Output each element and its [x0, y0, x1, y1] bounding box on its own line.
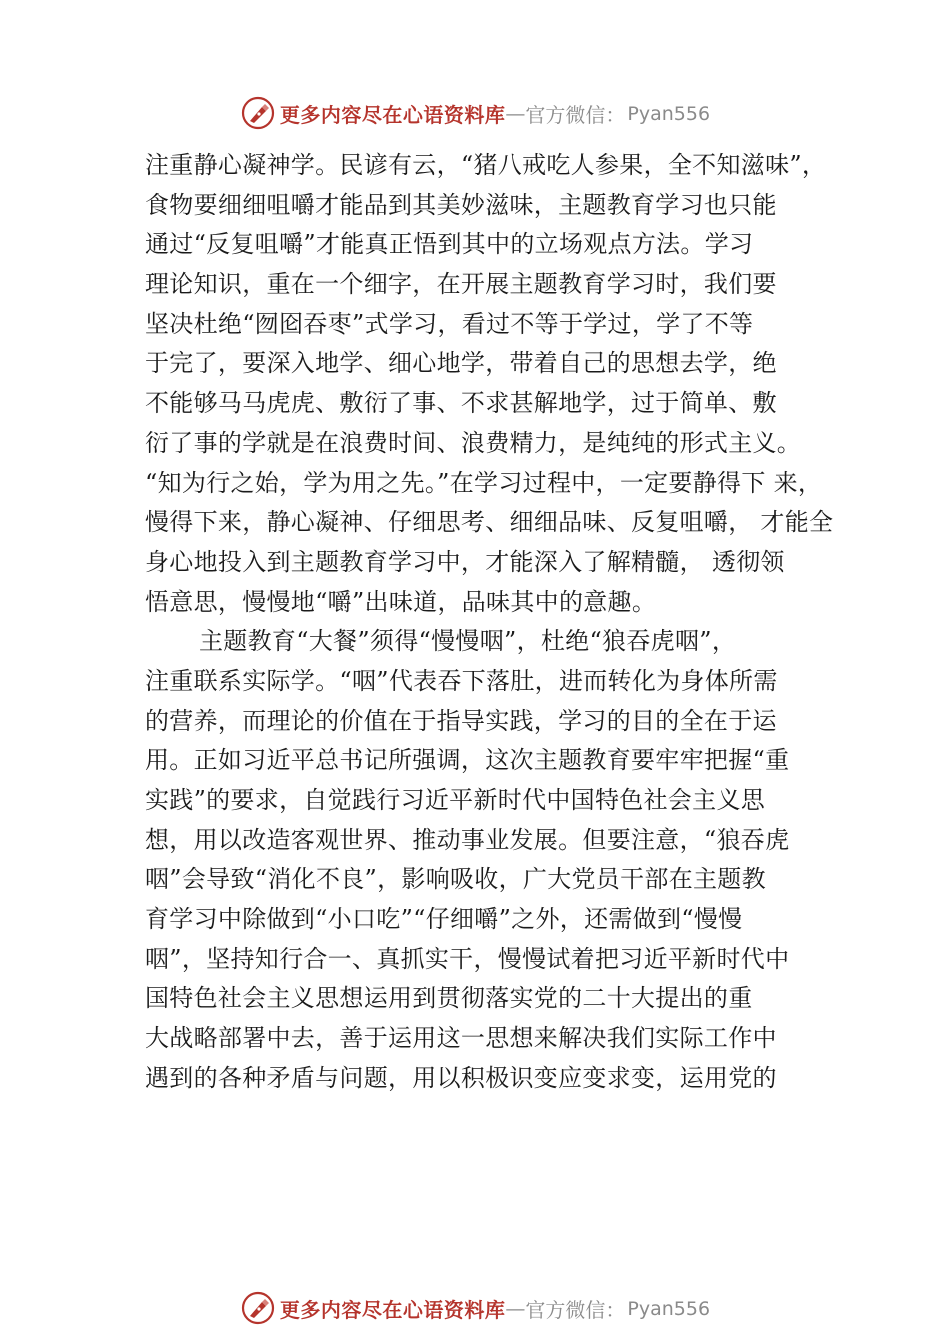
text-line: 实践”的要求，自觉践行习近平新时代中国特色社会主义思: [145, 786, 766, 814]
pen-nib-logo-icon: [240, 1290, 276, 1326]
text-line: 食物要细细咀嚼才能品到其美妙滋味，主题教育学习也只能: [145, 190, 777, 219]
text-line: 国特色社会主义思想运用到贯彻落实党的二十大提出的重: [145, 984, 753, 1013]
text-line: 衍了事的学就是在浪费时间、浪费精力，是纯纯的形式主义。: [145, 428, 802, 457]
text-line: 通过“反复咀嚼”才能真正悟到其中的立场观点方法。学习: [145, 230, 754, 259]
wechat-label: 官方微信：: [525, 102, 626, 127]
library-name: 更多内容尽在心语资料库: [279, 102, 506, 127]
text-line: 悟意思，慢慢地“嚼”出味道，品味其中的意趣。: [145, 587, 657, 616]
document-body: [145, 146, 845, 1099]
wechat-label: 官方微信：: [525, 1297, 626, 1322]
banner-dash: —: [505, 1296, 526, 1320]
text-line: 育学习中除做到“小口吃”“仔细嚼”之外，还需做到“慢慢: [145, 905, 743, 934]
text-line: 遇到的各种矛盾与问题，用以积极识变应变求变，运用党的: [145, 1063, 777, 1092]
header-banner: [0, 93, 950, 133]
text-line: 理论知识，重在一个细字，在开展主题教育学习时，我们要: [145, 270, 777, 299]
pen-nib-logo-icon: [240, 95, 276, 131]
text-line: 注重联系实际学。“咽”代表吞下落肚，进而转化为身体所需: [145, 666, 778, 695]
library-name: 更多内容尽在心语资料库: [279, 1297, 506, 1322]
text-line: 注重静心凝神学。民谚有云，“猪八戒吃人参果，全不知滋味”，: [145, 151, 827, 179]
text-line: 大战略部署中去，善于运用这一思想来解决我们实际工作中: [145, 1024, 777, 1053]
text-line: 用。正如习近平总书记所强调，这次主题教育要牢牢把握“重: [145, 746, 790, 775]
text-line: 于完了，要深入地学、细心地学，带着自己的思想去学，绝: [145, 349, 777, 378]
footer-banner: [0, 1288, 950, 1328]
banner-dash: —: [505, 101, 526, 125]
text-line: 咽”，坚持知行合一、真抓实干，慢慢试着把习近平新时代中: [145, 944, 790, 973]
text-line: 身心地投入到主题教育学习中，才能深入了解精髓， 透彻领: [145, 547, 785, 576]
text-line: 坚决杜绝“囫囵吞枣”式学习，看过不等于学过，学了不等: [145, 309, 754, 338]
text-line: “知为行之始，学为用之先。”在学习过程中，一定要静得下 来，: [145, 468, 823, 497]
wechat-id: Pyan556: [627, 1298, 711, 1320]
text-line: 慢得下来，静心凝神、仔细思考、细细品味、反复咀嚼， 才能全: [145, 508, 834, 537]
paragraph-start-line: 主题教育“大餐”须得“慢慢咽”，杜绝“狼吞虎咽”，: [199, 627, 737, 656]
wechat-id: Pyan556: [627, 103, 711, 125]
text-line: 咽”会导致“消化不良”，影响吸收，广大党员干部在主题教: [145, 865, 766, 894]
text-line: 想，用以改造客观世界、推动事业发展。但要注意，“狼吞虎: [145, 825, 790, 854]
text-line: 不能够马马虎虎、敷衍了事、不求甚解地学，过于简单、敷: [145, 389, 777, 418]
text-line: 的营养，而理论的价值在于指导实践，学习的目的全在于运: [145, 706, 777, 735]
